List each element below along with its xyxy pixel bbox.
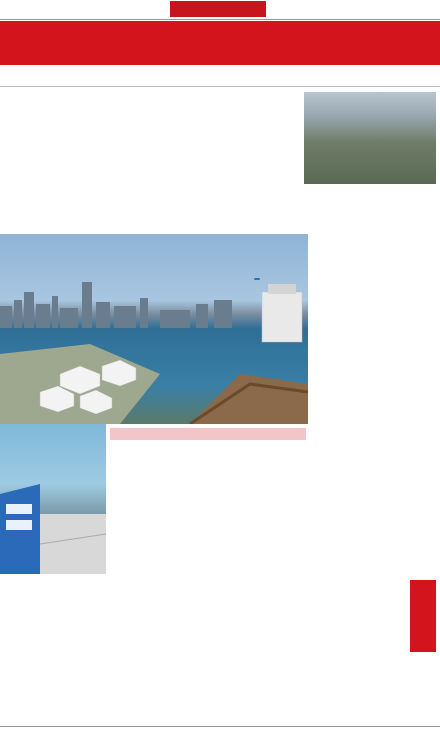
page-footer bbox=[0, 726, 440, 735]
masthead bbox=[0, 0, 440, 20]
train-photo bbox=[0, 424, 106, 574]
train-illustration bbox=[0, 424, 106, 574]
traffic-photo bbox=[304, 92, 436, 184]
main-headline bbox=[0, 21, 440, 65]
subheadline bbox=[0, 67, 440, 87]
news-box bbox=[410, 580, 436, 652]
panorama-badge bbox=[254, 278, 260, 280]
harbor-panorama-photo bbox=[0, 234, 308, 424]
harbor-illustration bbox=[0, 234, 308, 424]
feature-banner bbox=[110, 428, 306, 440]
sidebar-headline-red bbox=[100, 140, 118, 220]
newspaper-logo bbox=[170, 1, 266, 17]
